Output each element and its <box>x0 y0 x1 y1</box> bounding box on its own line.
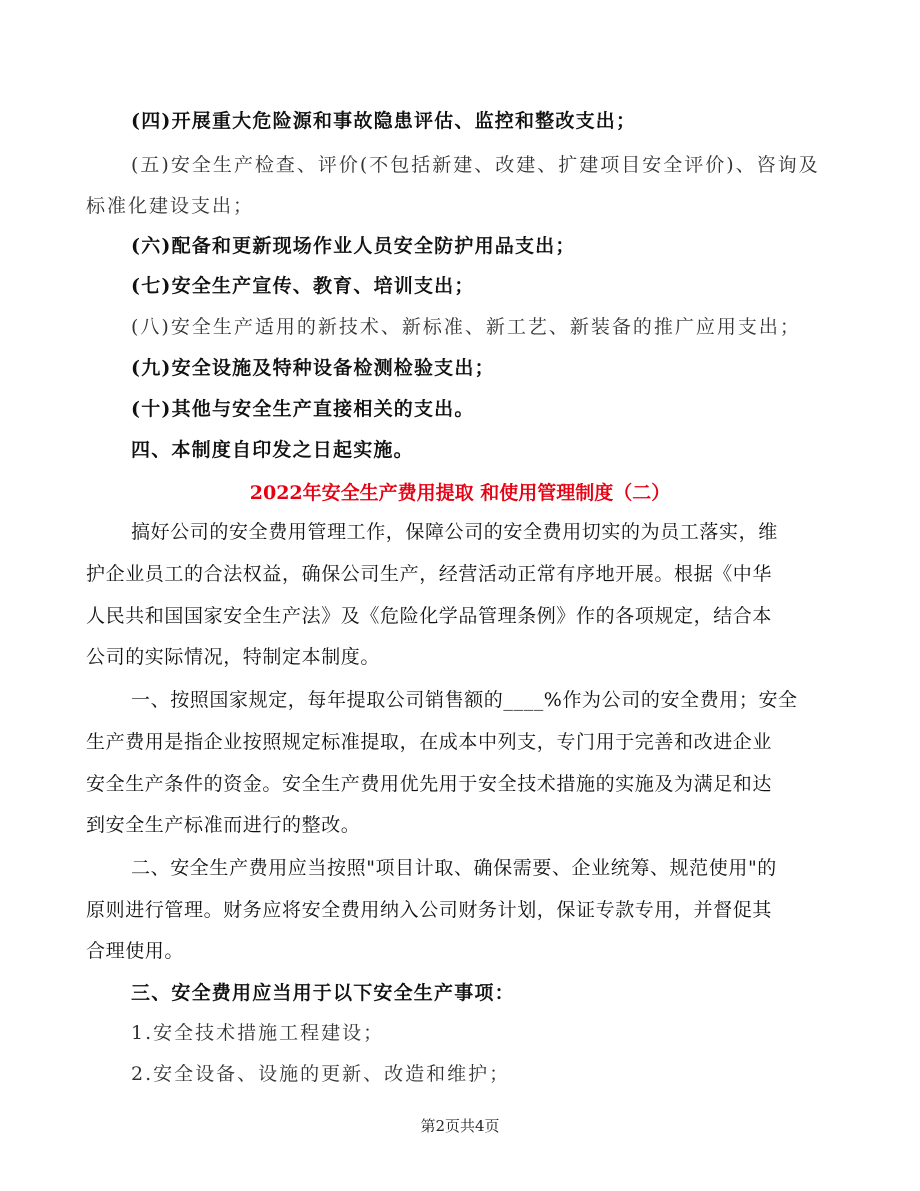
page-number: 第2页共4页 <box>420 1117 500 1135</box>
clause-one-line: 到安全生产标准而进行的整改。 <box>86 814 361 836</box>
intro-line: 护企业员工的合法权益，确保公司生产，经营活动正常有序地开展。根据《中华 <box>86 563 773 585</box>
clause-three: 三、安全费用应当用于以下安全生产事项： <box>131 982 515 1004</box>
list-item: (四)开展重大危险源和事故隐患评估、监控和整改支出； <box>131 110 637 132</box>
article-four: 四、本制度自印发之日起实施。 <box>131 439 414 461</box>
intro-line: 人民共和国国家安全生产法》及《危险化学品管理条例》作的各项规定，结合本 <box>86 605 773 627</box>
list-item-continuation: 标准化建设支出； <box>86 195 255 217</box>
list-item: (八)安全生产适用的新技术、新标准、新工艺、新装备的推广应用支出； <box>131 316 801 338</box>
intro-line: 搞好公司的安全费用管理工作，保障公司的安全费用切实的为员工落实，维 <box>131 521 778 543</box>
clause-one-line: 一、按照国家规定，每年提取公司销售额的____%作为公司的安全费用；安全 <box>131 689 798 711</box>
clause-one-line: 生产费用是指企业按照规定标准提取，在成本中列支，专门用于完善和改进企业 <box>86 731 773 753</box>
clause-two-line: 二、安全生产费用应当按照"项目计取、确保需要、企业统筹、规范使用"的 <box>131 857 777 879</box>
clause-two-line: 原则进行管理。财务应将安全费用纳入公司财务计划，保证专款专用，并督促其 <box>86 899 773 921</box>
list-item: (九)安全设施及特种设备检测检验支出； <box>131 357 495 379</box>
list-item: (六)配备和更新现场作业人员安全防护用品支出； <box>131 235 576 257</box>
list-item: (七)安全生产宣传、教育、培训支出； <box>131 275 475 297</box>
list-item: (五)安全生产检查、评价(不包括新建、改建、扩建项目安全评价)、咨询及 <box>131 154 820 176</box>
sub-item: 2.安全设备、设施的更新、改造和维护； <box>131 1063 511 1085</box>
list-item: (十)其他与安全生产直接相关的支出。 <box>131 398 475 420</box>
clause-one-line: 安全生产条件的资金。安全生产费用优先用于安全技术措施的实施及为满足和达 <box>86 773 773 795</box>
section-title: 2022年安全生产费用提取 和使用管理制度（二） <box>249 482 671 504</box>
intro-line: 公司的实际情况，特制定本制度。 <box>86 646 381 668</box>
sub-item: 1.安全技术措施工程建设； <box>131 1022 385 1044</box>
clause-two-line: 合理使用。 <box>86 940 185 962</box>
